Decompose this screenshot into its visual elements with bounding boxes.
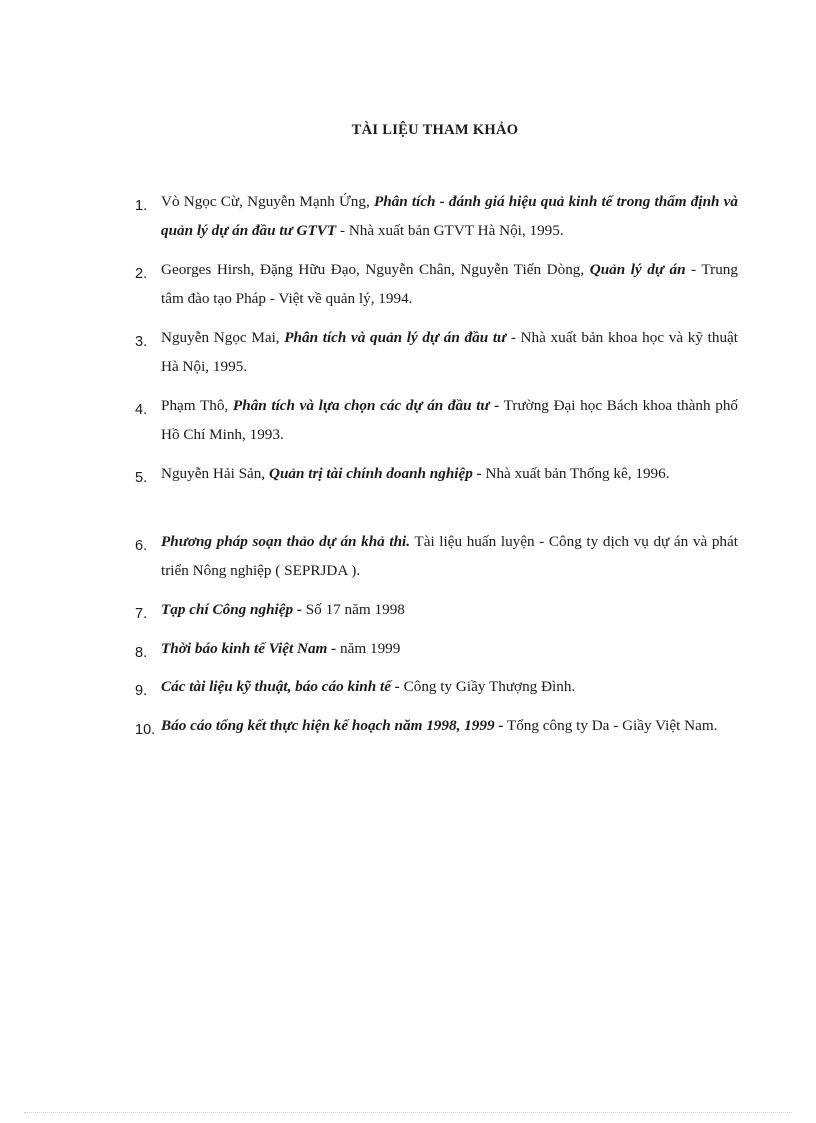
reference-item-2 xyxy=(0,255,738,323)
reference-title: Báo cáo tổng kết thực hiện kế hoạch năm 1998, 1999 - xyxy=(161,716,504,734)
reference-item-3 xyxy=(0,323,738,391)
reference-text xyxy=(161,187,738,245)
reference-item-10 xyxy=(0,711,738,779)
reference-publisher: năm 1999 xyxy=(336,639,401,657)
reference-number: 5. xyxy=(135,470,148,486)
reference-title: Các tài liệu kỹ thuật, báo cáo kinh tế - xyxy=(161,678,400,695)
page-bottom-divider xyxy=(24,1112,792,1113)
reference-authors: Nguyễn Ngọc Mai, xyxy=(161,329,285,346)
reference-title: Tạp chí Công nghiệp - xyxy=(161,601,302,618)
reference-text xyxy=(161,255,738,313)
reference-text xyxy=(161,459,738,488)
reference-number: 1. xyxy=(135,198,148,214)
reference-title: Quản lý dự án xyxy=(589,261,686,278)
reference-authors: Nguyễn Hải Sản, xyxy=(161,465,269,482)
reference-title: Phương pháp soạn thảo dự án khả thi. xyxy=(161,533,411,550)
reference-publisher: - Trung tâm đào tạo Pháp - Việt về quản lý, 1994. xyxy=(161,261,738,307)
reference-publisher: Trường Đại học Bách khoa thành phố Hồ Chí Minh, 1993. xyxy=(161,397,739,443)
reference-title: Thời báo kinh tế Việt Nam - xyxy=(161,639,337,657)
reference-text xyxy=(161,527,738,585)
reference-number: 7. xyxy=(135,606,148,622)
reference-item-6 xyxy=(0,527,738,595)
reference-item-1 xyxy=(0,187,738,255)
reference-publisher: Tài liệu huấn luyện - Công ty dịch vụ dự án và phát triển Nông nghiệp ( SEPRJDA ). xyxy=(161,533,738,579)
reference-publisher: Số 17 năm 1998 xyxy=(301,601,405,618)
reference-text xyxy=(161,595,738,624)
reference-text xyxy=(161,391,738,449)
reference-list xyxy=(0,187,816,779)
reference-publisher: Tổng công ty Da - Giầy Việt Nam. xyxy=(503,716,718,734)
reference-text xyxy=(161,711,738,740)
reference-number: 6. xyxy=(135,538,148,554)
reference-number: 9. xyxy=(135,683,148,699)
reference-publisher: Công ty Giầy Thượng Đình. xyxy=(399,678,576,695)
reference-authors: Vò Ngọc Cừ, Nguyễn Mạnh Ứng, xyxy=(161,193,374,210)
reference-publisher: - Nhà xuất bản khoa học và kỹ thuật Hà Nội, 1995. xyxy=(161,329,738,375)
reference-text xyxy=(161,672,738,701)
reference-title: Quản trị tài chính doanh nghiệp - xyxy=(268,465,482,482)
page-title: TÀI LIỆU THAM KHẢO xyxy=(351,122,519,138)
reference-number: 2. xyxy=(135,266,148,282)
reference-item-9 xyxy=(0,672,738,711)
reference-text xyxy=(161,634,738,663)
reference-item-4 xyxy=(0,391,738,459)
reference-authors: Georges Hirsh, Đặng Hữu Đạo, Nguyễn Chân, Nguyễn Tiến Dòng, xyxy=(161,261,590,278)
reference-publisher: Nhà xuất bản Thống kê, 1996. xyxy=(481,465,670,482)
reference-item-7 xyxy=(0,595,738,634)
reference-number: 10. xyxy=(135,721,156,738)
reference-publisher: - Nhà xuất bản GTVT Hà Nội, 1995. xyxy=(336,222,564,239)
reference-authors: Phạm Thô, xyxy=(161,397,233,414)
reference-title: Phân tích và quản lý dự án đầu tư xyxy=(284,329,507,346)
reference-title: Phân tích - đánh giá hiệu quả kinh tế trong thẩm định và quản lý dự án đầu tư GTVT xyxy=(161,193,738,239)
reference-number: 8. xyxy=(135,644,148,661)
reference-number: 4. xyxy=(135,402,148,418)
reference-title: Phân tích và lựa chọn các dự án đầu tư - xyxy=(232,397,500,414)
reference-text xyxy=(161,323,738,381)
reference-item-8 xyxy=(0,634,738,673)
reference-number: 3. xyxy=(135,334,148,350)
reference-item-5 xyxy=(0,459,738,527)
